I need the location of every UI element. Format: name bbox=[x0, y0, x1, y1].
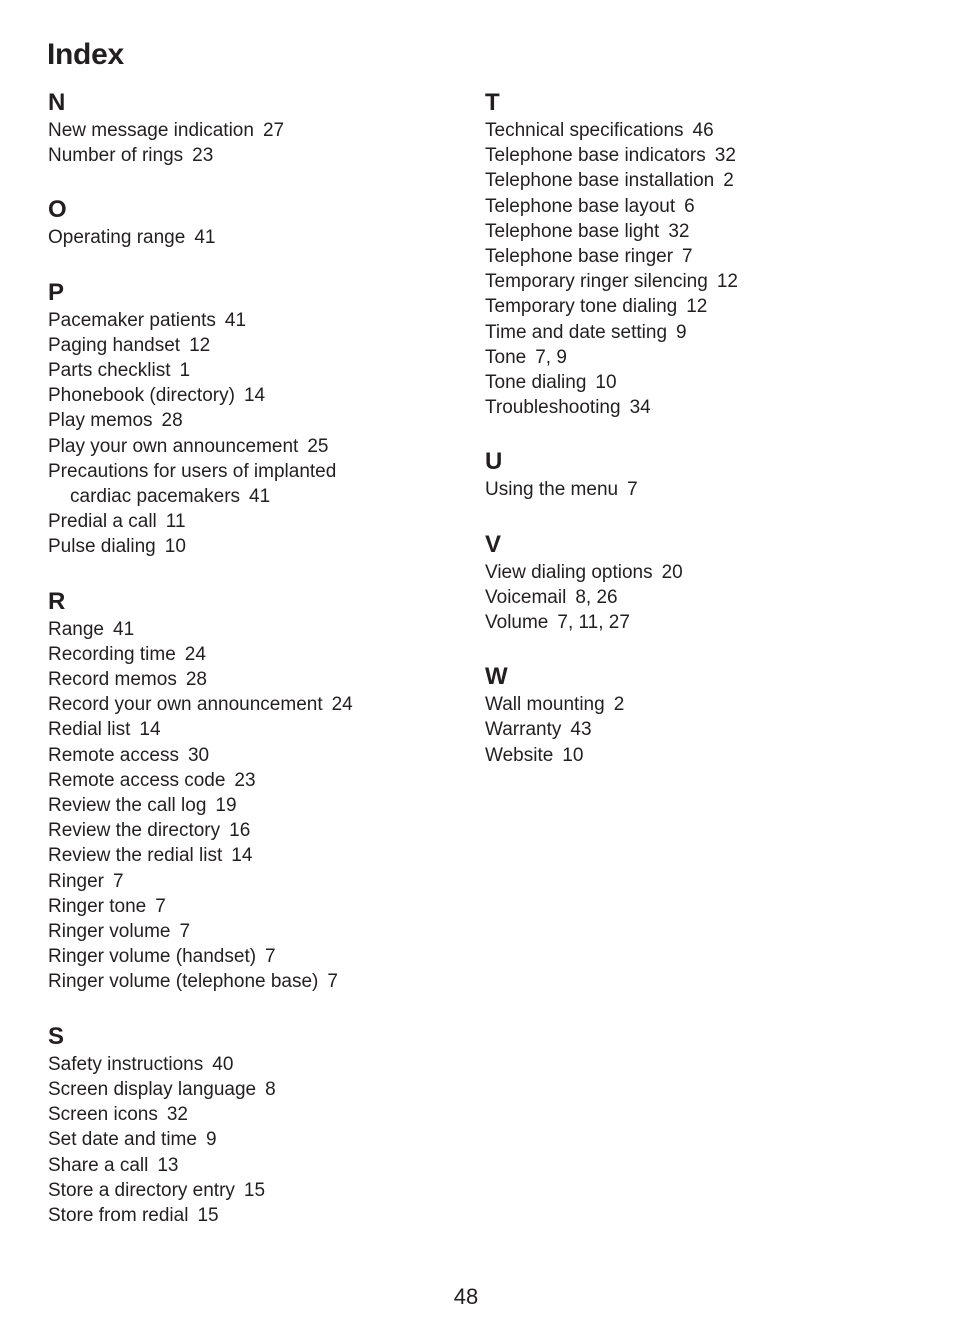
entry-page-refs: 11 bbox=[165, 511, 186, 533]
index-section-r bbox=[48, 587, 468, 995]
section-letter: U bbox=[485, 448, 503, 476]
entry-page-refs: 7 bbox=[112, 870, 124, 892]
entry-term: Telephone base indicators bbox=[485, 145, 706, 167]
entry-page-refs: 14 bbox=[243, 385, 266, 407]
entry-term: Parts checklist bbox=[48, 360, 171, 382]
index-entry bbox=[48, 358, 468, 383]
entry-page-refs: 7 bbox=[327, 971, 338, 993]
index-entry bbox=[485, 168, 925, 193]
entry-page-refs: 28 bbox=[161, 410, 183, 432]
entry-term: Record memos bbox=[48, 669, 177, 691]
index-entry bbox=[485, 610, 925, 635]
entry-term: Technical specifications bbox=[485, 120, 684, 141]
entry-page-refs: 24 bbox=[331, 694, 353, 716]
index-entry bbox=[48, 1178, 468, 1203]
index-section-v bbox=[485, 530, 925, 636]
section-letter: V bbox=[485, 530, 502, 558]
index-entry bbox=[48, 484, 468, 509]
entry-term: Review the directory bbox=[48, 820, 221, 842]
entry-page-refs: 2 bbox=[723, 170, 734, 192]
entry-page-refs: 32 bbox=[714, 145, 736, 167]
entry-term: Review the redial list bbox=[48, 845, 223, 867]
entry-term: Play your own announcement bbox=[48, 435, 299, 457]
index-entry bbox=[485, 143, 925, 168]
index-entry bbox=[48, 383, 468, 408]
index-entry bbox=[48, 692, 468, 717]
entry-term: Troubleshooting bbox=[485, 397, 621, 419]
entry-term: Set date and time bbox=[48, 1129, 197, 1151]
index-entry bbox=[48, 818, 468, 843]
entry-page-refs: 8, 26 bbox=[575, 586, 618, 608]
index-entry bbox=[485, 743, 925, 768]
index-entry bbox=[485, 244, 925, 269]
entry-page-refs: 27 bbox=[262, 120, 285, 141]
entry-term: Share a call bbox=[48, 1154, 149, 1176]
entry-term: cardiac pacemakers bbox=[70, 486, 241, 508]
entry-term: Number of rings bbox=[48, 145, 184, 167]
entry-term: Screen display language bbox=[48, 1078, 257, 1100]
index-entry bbox=[48, 843, 468, 868]
index-section-n bbox=[48, 88, 468, 168]
index-entry bbox=[48, 717, 468, 742]
entry-page-refs: 30 bbox=[187, 744, 210, 766]
entry-page-refs: 41 bbox=[224, 309, 247, 331]
entry-page-refs: 10 bbox=[595, 372, 617, 394]
entry-page-refs: 41 bbox=[194, 227, 216, 249]
index-entry bbox=[48, 408, 468, 433]
index-entry bbox=[48, 308, 468, 333]
entry-term: Operating range bbox=[48, 227, 186, 249]
entry-term: Tone dialing bbox=[485, 372, 587, 394]
entry-term: Ringer volume (telephone base) bbox=[48, 971, 319, 993]
entry-term: Pacemaker patients bbox=[48, 309, 216, 331]
entry-page-refs: 7 bbox=[682, 246, 693, 268]
entry-page-refs: 10 bbox=[164, 536, 186, 558]
entry-page-refs: 12 bbox=[189, 334, 211, 356]
index-entry bbox=[48, 1153, 468, 1178]
index-entry bbox=[48, 743, 468, 768]
entry-term: Store a directory entry bbox=[48, 1179, 235, 1201]
index-column-left bbox=[48, 88, 468, 1255]
index-entry bbox=[48, 1077, 468, 1102]
section-letter: S bbox=[48, 1022, 65, 1050]
entry-term: Warranty bbox=[485, 719, 562, 741]
entry-page-refs: 32 bbox=[668, 220, 690, 242]
index-entry bbox=[485, 477, 925, 502]
entry-term: Tone bbox=[485, 346, 527, 368]
entry-term: Telephone base light bbox=[485, 220, 660, 242]
entry-page-refs: 6 bbox=[684, 195, 695, 217]
index-entry bbox=[48, 333, 468, 358]
index-entry bbox=[485, 370, 925, 395]
index-entry bbox=[48, 434, 468, 459]
entry-page-refs: 1 bbox=[179, 360, 191, 382]
entry-page-refs: 7, 11, 27 bbox=[557, 612, 630, 634]
entry-page-refs: 25 bbox=[307, 435, 329, 457]
index-entry bbox=[485, 194, 925, 219]
entry-term: Remote access bbox=[48, 744, 179, 766]
entry-page-refs: 32 bbox=[166, 1104, 188, 1126]
entry-page-refs: 15 bbox=[243, 1179, 266, 1201]
entry-page-refs: 19 bbox=[215, 795, 237, 817]
entry-page-refs: 28 bbox=[185, 669, 207, 691]
entry-page-refs: 34 bbox=[629, 397, 651, 419]
entry-page-refs: 12 bbox=[686, 296, 708, 318]
entry-page-refs: 43 bbox=[570, 719, 592, 741]
entry-term: Record your own announcement bbox=[48, 694, 323, 716]
index-entry bbox=[48, 667, 468, 692]
entry-term: Website bbox=[485, 744, 554, 766]
index-entry bbox=[48, 459, 468, 484]
entry-page-refs: 2 bbox=[613, 694, 625, 716]
index-entry bbox=[48, 534, 468, 559]
index-entry bbox=[48, 1052, 468, 1077]
section-letter: T bbox=[485, 89, 500, 116]
page-title: Index bbox=[47, 38, 124, 71]
entry-term: Range bbox=[48, 618, 104, 640]
index-entry bbox=[48, 118, 468, 143]
index-entry bbox=[485, 717, 925, 742]
index-entry bbox=[48, 919, 468, 944]
entry-term: Temporary ringer silencing bbox=[485, 271, 708, 293]
entry-page-refs: 9 bbox=[205, 1129, 217, 1151]
entry-term: View dialing options bbox=[485, 561, 653, 583]
entry-page-refs: 7 bbox=[627, 479, 638, 501]
index-section-u bbox=[485, 447, 925, 502]
entry-term: Safety instructions bbox=[48, 1053, 204, 1075]
entry-term: Pulse dialing bbox=[48, 536, 156, 558]
section-letter: P bbox=[48, 278, 65, 306]
index-entry bbox=[48, 509, 468, 534]
entry-term: Temporary tone dialing bbox=[485, 296, 678, 318]
entry-page-refs: 13 bbox=[157, 1154, 179, 1176]
index-section-o bbox=[48, 195, 468, 250]
entry-term: Review the call log bbox=[48, 795, 207, 817]
entry-page-refs: 7, 9 bbox=[535, 346, 567, 368]
entry-page-refs: 9 bbox=[676, 321, 687, 343]
section-letter: O bbox=[48, 196, 67, 224]
index-entry bbox=[485, 585, 925, 610]
index-entry bbox=[48, 1102, 468, 1127]
entry-term: Ringer volume (handset) bbox=[48, 946, 257, 968]
entry-term: Store from redial bbox=[48, 1204, 189, 1226]
entry-term: Ringer bbox=[48, 870, 104, 892]
index-entry bbox=[485, 294, 925, 319]
entry-term: Telephone base installation bbox=[485, 170, 715, 192]
index-section-w bbox=[485, 662, 925, 768]
index-column-right bbox=[485, 88, 925, 795]
entry-page-refs: 41 bbox=[249, 486, 271, 508]
section-letter: W bbox=[485, 663, 508, 691]
index-entry bbox=[48, 944, 468, 969]
entry-page-refs: 20 bbox=[661, 561, 683, 583]
index-entry bbox=[48, 617, 468, 642]
index-entry bbox=[48, 1127, 468, 1152]
entry-term: Recording time bbox=[48, 643, 176, 665]
index-entry bbox=[48, 894, 468, 919]
index-entry bbox=[485, 560, 925, 585]
index-section-s bbox=[48, 1022, 468, 1228]
section-letter: N bbox=[48, 89, 66, 116]
index-entry bbox=[48, 969, 468, 994]
index-entry bbox=[48, 793, 468, 818]
entry-term: Telephone base layout bbox=[485, 195, 676, 217]
entry-page-refs: 7 bbox=[155, 895, 166, 917]
entry-page-refs: 7 bbox=[179, 921, 191, 943]
index-entry bbox=[485, 320, 925, 345]
entry-page-refs: 15 bbox=[197, 1204, 219, 1226]
entry-term: Play memos bbox=[48, 410, 153, 432]
entry-term: Time and date setting bbox=[485, 321, 668, 343]
entry-page-refs: 23 bbox=[192, 145, 214, 167]
entry-term: Paging handset bbox=[48, 334, 181, 356]
index-entry bbox=[48, 768, 468, 793]
entry-term: Ringer tone bbox=[48, 895, 147, 917]
entry-term: Phonebook (directory) bbox=[48, 385, 235, 407]
page-number: 48 bbox=[453, 1284, 479, 1309]
entry-term: Voicemail bbox=[485, 586, 567, 608]
entry-term: Ringer volume bbox=[48, 921, 171, 943]
entry-term: New message indication bbox=[48, 120, 254, 141]
entry-term: Precautions for users of implanted bbox=[48, 460, 337, 482]
index-entry bbox=[48, 1203, 468, 1228]
entry-page-refs: 40 bbox=[212, 1053, 234, 1075]
index-section-p bbox=[48, 278, 468, 560]
entry-page-refs: 7 bbox=[265, 946, 276, 968]
entry-page-refs: 46 bbox=[692, 120, 714, 141]
entry-term: Predial a call bbox=[48, 511, 157, 533]
entry-page-refs: 12 bbox=[716, 271, 738, 293]
section-letter: R bbox=[48, 587, 66, 615]
entry-term: Volume bbox=[485, 612, 549, 634]
entry-term: Using the menu bbox=[485, 479, 619, 501]
index-entry bbox=[48, 225, 468, 250]
entry-page-refs: 24 bbox=[184, 643, 206, 665]
entry-page-refs: 16 bbox=[229, 820, 251, 842]
entry-term: Redial list bbox=[48, 719, 131, 741]
entry-page-refs: 10 bbox=[562, 744, 584, 766]
index-entry bbox=[485, 118, 925, 143]
index-entry bbox=[485, 395, 925, 420]
entry-term: Telephone base ringer bbox=[485, 246, 674, 268]
index-entry bbox=[485, 345, 925, 370]
entry-page-refs: 23 bbox=[234, 769, 256, 791]
index-entry bbox=[48, 642, 468, 667]
index-entry bbox=[48, 869, 468, 894]
entry-term: Remote access code bbox=[48, 769, 226, 791]
index-entry bbox=[485, 219, 925, 244]
index-entry bbox=[485, 269, 925, 294]
entry-term: Screen icons bbox=[48, 1104, 158, 1126]
entry-page-refs: 41 bbox=[113, 618, 135, 640]
entry-page-refs: 8 bbox=[265, 1078, 276, 1100]
index-entry bbox=[485, 692, 925, 717]
index-entry bbox=[48, 143, 468, 168]
entry-page-refs: 14 bbox=[231, 845, 253, 867]
entry-page-refs: 14 bbox=[139, 719, 161, 741]
index-section-t bbox=[485, 88, 925, 420]
entry-term: Wall mounting bbox=[485, 694, 605, 716]
